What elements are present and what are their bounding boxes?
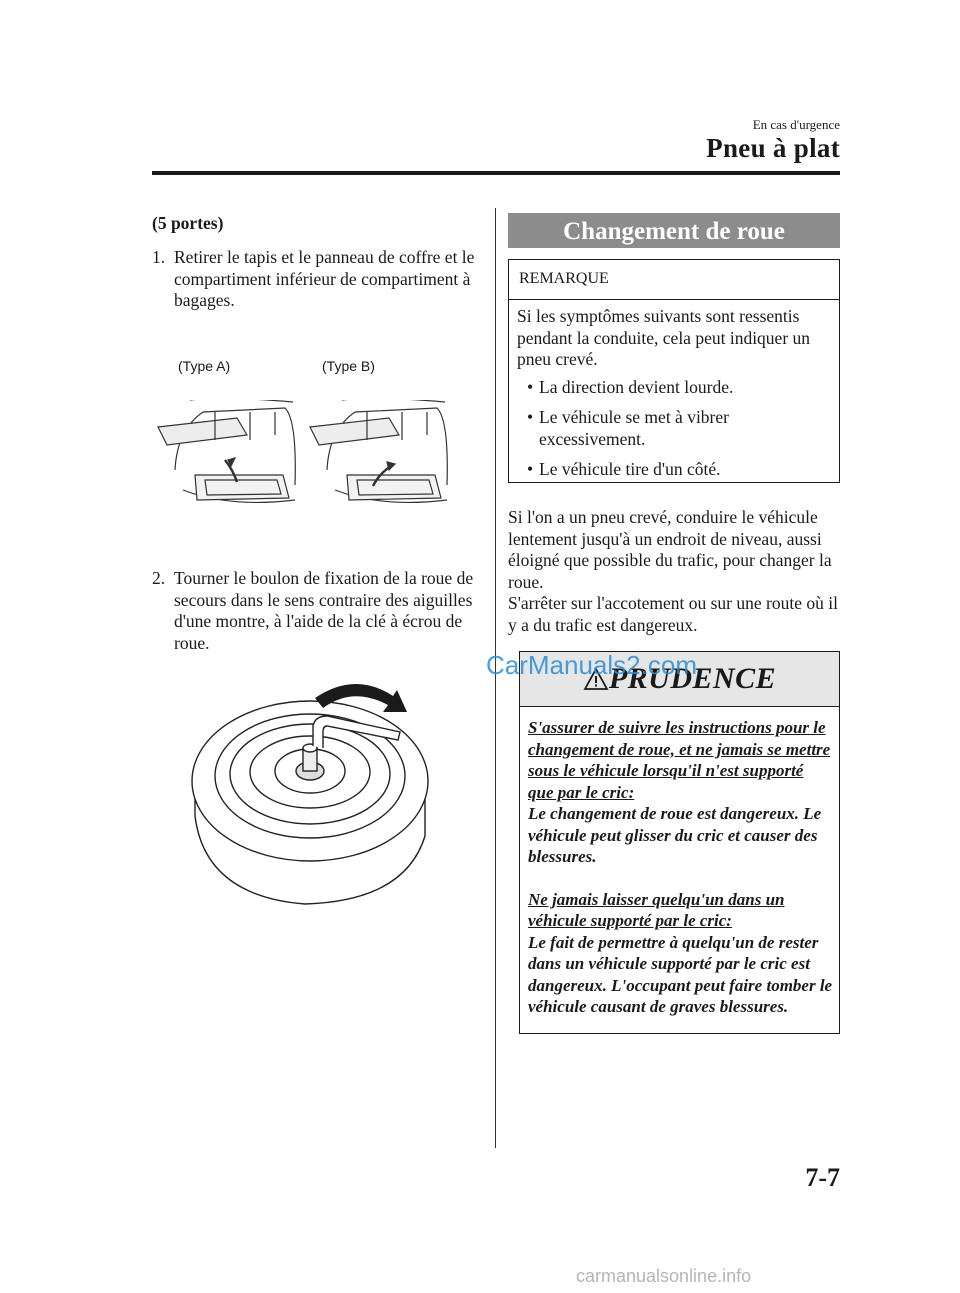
step-2-number: 2. bbox=[152, 568, 166, 588]
trunk-type-b-illustration bbox=[310, 400, 447, 502]
section-title: Changement de roue bbox=[508, 213, 840, 248]
note-item: • Le véhicule se met à vibrer excessivement. bbox=[517, 407, 833, 450]
five-door-heading: (5 portes) bbox=[152, 213, 224, 233]
note-title: REMARQUE bbox=[509, 260, 839, 300]
paragraph-2: S'arrêter sur l'accotement ou sur une route où il y a du trafic est dangereux. bbox=[508, 593, 838, 635]
paragraph-1: Si l'on a un pneu crevé, conduire le véhicule lentement jusqu'à un endroit de niveau, aussi éloigné que possible du trafic, pour changer la roue. bbox=[508, 507, 832, 592]
step-2-text: Tourner le boulon de fixation de la roue de secours dans le sens contraire des aiguilles d'une montre, à l'aide de la clé à écrou de roue. bbox=[174, 568, 474, 653]
caution-warning-2: Ne jamais laisser quelqu'un dans un véhicule supporté par le cric: bbox=[528, 889, 785, 930]
header-section: En cas d'urgence bbox=[752, 117, 840, 132]
note-item: • La direction devient lourde. bbox=[527, 376, 734, 397]
step-1-number: 1. bbox=[152, 247, 166, 267]
spare-wheel-illustration bbox=[185, 676, 475, 906]
header-title: Pneu à plat bbox=[706, 133, 840, 163]
caution-text-1: Le changement de roue est dangereux. Le véhicule peut glisser du cric et causer des blessures. bbox=[528, 804, 822, 866]
step-1 bbox=[152, 247, 477, 312]
note-item: • Le véhicule tire d'un côté. bbox=[527, 459, 721, 479]
note-item-text: La direction devient lourde. bbox=[539, 376, 734, 397]
caution-title: PRUDENCE bbox=[608, 662, 777, 695]
header-rule bbox=[152, 171, 840, 175]
caution-text-2: Le fait de permettre à quelqu'un de rester dans un véhicule supporté par le cric est dangereux. L'occupant peut faire tomber le véhicule causant de graves blessures. bbox=[528, 932, 833, 1016]
trunk-illustrations bbox=[155, 400, 460, 512]
note-list bbox=[517, 377, 833, 481]
footer-watermark: carmanualsonline.info bbox=[576, 1266, 752, 1286]
note-item-text: Le véhicule se met à vibrer excessivement. bbox=[539, 407, 729, 449]
type-a-caption: (Type A) bbox=[178, 358, 231, 374]
watermark: CarManuals2.com bbox=[486, 650, 697, 680]
step-2 bbox=[152, 568, 477, 654]
type-b-caption: (Type B) bbox=[322, 358, 375, 374]
flat-tire-paragraph bbox=[508, 507, 840, 636]
note-box bbox=[508, 259, 840, 483]
caution-warning-1: S'assurer de suivre les instructions pour le changement de roue, et ne jamais se mettre sous le véhicule lorsqu'il n'est supporté que par le cric: bbox=[528, 718, 831, 802]
step-1-text: Retirer le tapis et le panneau de coffre et le compartiment inférieur de compartiment à bagages. bbox=[174, 247, 475, 310]
note-item-text: Le véhicule tire d'un côté. bbox=[539, 459, 721, 479]
caution-box bbox=[519, 651, 840, 1034]
trunk-type-a-illustration bbox=[158, 400, 295, 502]
note-intro: Si les symptômes suivants sont ressentis pendant la conduite, cela peut indiquer un pneu crevé. bbox=[517, 306, 811, 369]
page-number: 7-7 bbox=[805, 1163, 840, 1192]
